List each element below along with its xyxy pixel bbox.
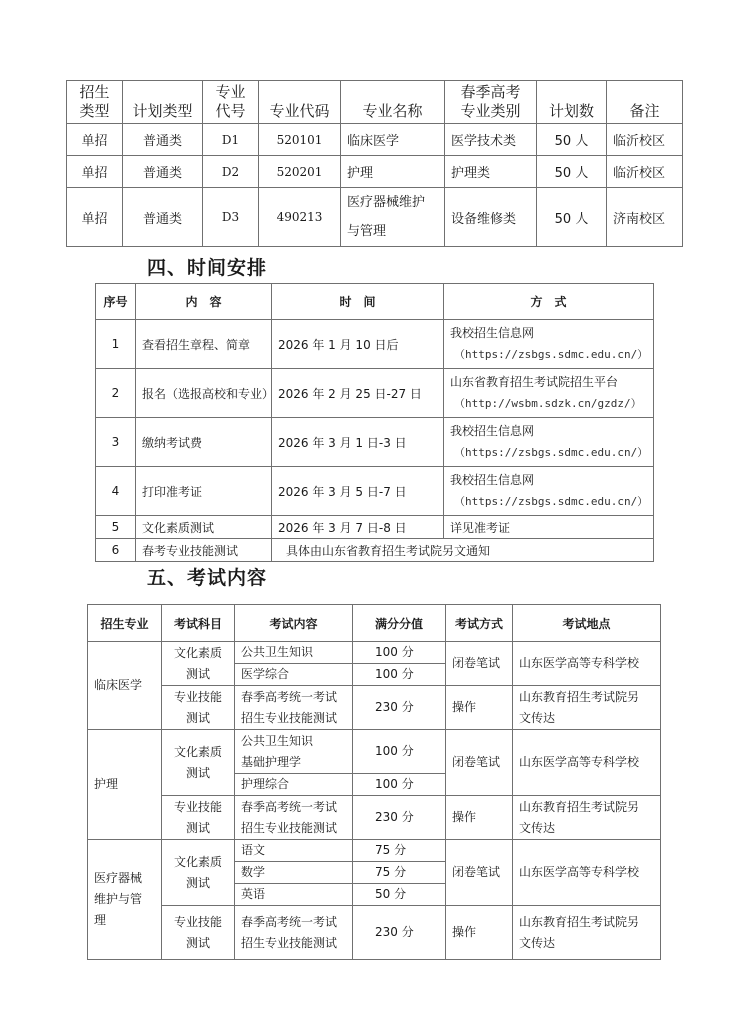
cell-score: 100 分 xyxy=(353,774,446,796)
cell-content: 英语 xyxy=(235,884,353,906)
cell-type: 单招 xyxy=(67,124,123,156)
enrollment-plan-table xyxy=(66,80,683,247)
table-row xyxy=(96,539,654,562)
cell-major-name: 护理 xyxy=(341,156,445,188)
cell-subject: 文化素质 测试 xyxy=(162,642,235,686)
table-row xyxy=(88,796,661,840)
header-code-no: 专业 代号 xyxy=(203,81,259,124)
cell-note: 济南校区 xyxy=(607,188,683,247)
cell-method: 我校招生信息网 （https://zsbgs.sdmc.edu.cn/） xyxy=(444,418,654,467)
header-content: 内 容 xyxy=(136,284,272,320)
cell-time: 2026 年 1 月 10 日后 xyxy=(272,320,444,369)
table-row xyxy=(88,642,661,664)
cell-count: 50 人 xyxy=(537,188,607,247)
header-subject: 考试科目 xyxy=(162,605,235,642)
cell-no: 5 xyxy=(96,516,136,539)
cell-location: 山东医学高等专科学校 xyxy=(513,730,661,796)
cell-content: 春季高考统一考试 招生专业技能测试 xyxy=(235,686,353,730)
cell-major: 医疗器械 维护与管 理 xyxy=(88,840,162,960)
cell-method: 操作 xyxy=(446,796,513,840)
cell-content: 报名（选报高校和专业） xyxy=(136,369,272,418)
cell-major-code: 490213 xyxy=(259,188,341,247)
cell-merged-note: 具体由山东省教育招生考试院另文通知 xyxy=(272,539,654,562)
cell-code-no: D3 xyxy=(203,188,259,247)
cell-method: 详见准考证 xyxy=(444,516,654,539)
header-count: 计划数 xyxy=(537,81,607,124)
cell-time: 2026 年 2 月 25 日-27 日 xyxy=(272,369,444,418)
section-title-schedule: 四、时间安排 xyxy=(147,257,268,279)
header-major-code: 专业代码 xyxy=(259,81,341,124)
cell-score: 100 分 xyxy=(353,642,446,664)
table-row xyxy=(88,686,661,730)
table-row xyxy=(88,840,661,862)
cell-subject: 文化素质 测试 xyxy=(162,730,235,796)
table-row xyxy=(96,369,654,418)
cell-method: 闭卷笔试 xyxy=(446,840,513,906)
cell-code-no: D1 xyxy=(203,124,259,156)
cell-content: 护理综合 xyxy=(235,774,353,796)
table-row xyxy=(67,124,683,156)
cell-location: 山东教育招生考试院另 文传达 xyxy=(513,686,661,730)
cell-method: 闭卷笔试 xyxy=(446,642,513,686)
table-row xyxy=(88,730,661,774)
cell-note: 临沂校区 xyxy=(607,156,683,188)
table-row xyxy=(96,516,654,539)
cell-content: 查看招生章程、简章 xyxy=(136,320,272,369)
header-major: 招生专业 xyxy=(88,605,162,642)
table-row xyxy=(67,188,683,247)
cell-major-name: 临床医学 xyxy=(341,124,445,156)
cell-major-code: 520101 xyxy=(259,124,341,156)
cell-score: 230 分 xyxy=(353,796,446,840)
header-method: 方 式 xyxy=(444,284,654,320)
cell-plan-type: 普通类 xyxy=(123,156,203,188)
url-link[interactable]: （https://zsbgs.sdmc.edu.cn/） xyxy=(454,348,649,361)
cell-score: 75 分 xyxy=(353,862,446,884)
cell-count: 50 人 xyxy=(537,156,607,188)
cell-type: 单招 xyxy=(67,156,123,188)
cell-content: 医学综合 xyxy=(235,664,353,686)
cell-category: 设备维修类 xyxy=(445,188,537,247)
header-content: 考试内容 xyxy=(235,605,353,642)
table-row xyxy=(96,320,654,369)
header-score: 满分分值 xyxy=(353,605,446,642)
header-category: 春季高考 专业类别 xyxy=(445,81,537,124)
cell-content: 缴纳考试费 xyxy=(136,418,272,467)
cell-plan-type: 普通类 xyxy=(123,124,203,156)
section-title-exam-content: 五、考试内容 xyxy=(147,567,268,589)
table-header-row xyxy=(88,605,661,642)
table-header-row xyxy=(96,284,654,320)
header-method: 考试方式 xyxy=(446,605,513,642)
cell-content: 语文 xyxy=(235,840,353,862)
cell-major: 临床医学 xyxy=(88,642,162,730)
table-row xyxy=(88,906,661,960)
table-header-row xyxy=(67,81,683,124)
cell-category: 医学技术类 xyxy=(445,124,537,156)
cell-method: 操作 xyxy=(446,906,513,960)
header-major-name: 专业名称 xyxy=(341,81,445,124)
header-location: 考试地点 xyxy=(513,605,661,642)
url-link[interactable]: （https://zsbgs.sdmc.edu.cn/） xyxy=(454,446,649,459)
cell-score: 230 分 xyxy=(353,906,446,960)
cell-count: 50 人 xyxy=(537,124,607,156)
table-row xyxy=(96,418,654,467)
header-note: 备注 xyxy=(607,81,683,124)
schedule-table xyxy=(95,283,654,562)
header-plan-type: 计划类型 xyxy=(123,81,203,124)
cell-content: 公共卫生知识 基础护理学 xyxy=(235,730,353,774)
cell-content: 数学 xyxy=(235,862,353,884)
cell-subject: 专业技能 测试 xyxy=(162,906,235,960)
cell-location: 山东医学高等专科学校 xyxy=(513,642,661,686)
cell-no: 2 xyxy=(96,369,136,418)
cell-major: 护理 xyxy=(88,730,162,840)
cell-time: 2026 年 3 月 7 日-8 日 xyxy=(272,516,444,539)
cell-time: 2026 年 3 月 5 日-7 日 xyxy=(272,467,444,516)
cell-plan-type: 普通类 xyxy=(123,188,203,247)
cell-method: 我校招生信息网 （https://zsbgs.sdmc.edu.cn/） xyxy=(444,467,654,516)
cell-score: 230 分 xyxy=(353,686,446,730)
cell-subject: 文化素质 测试 xyxy=(162,840,235,906)
cell-subject: 专业技能 测试 xyxy=(162,796,235,840)
cell-method: 我校招生信息网 （https://zsbgs.sdmc.edu.cn/） xyxy=(444,320,654,369)
header-no: 序号 xyxy=(96,284,136,320)
cell-code-no: D2 xyxy=(203,156,259,188)
cell-no: 6 xyxy=(96,539,136,562)
cell-content: 春季高考统一考试 招生专业技能测试 xyxy=(235,906,353,960)
header-enroll-type: 招生 类型 xyxy=(67,81,123,124)
cell-location: 山东教育招生考试院另 文传达 xyxy=(513,796,661,840)
exam-content-table xyxy=(87,604,661,960)
url-link[interactable]: （https://zsbgs.sdmc.edu.cn/） xyxy=(454,495,649,508)
cell-type: 单招 xyxy=(67,188,123,247)
table-row xyxy=(67,156,683,188)
cell-category: 护理类 xyxy=(445,156,537,188)
cell-score: 100 分 xyxy=(353,664,446,686)
cell-content: 打印准考证 xyxy=(136,467,272,516)
cell-content: 文化素质测试 xyxy=(136,516,272,539)
cell-subject: 专业技能 测试 xyxy=(162,686,235,730)
cell-content: 公共卫生知识 xyxy=(235,642,353,664)
cell-content: 春考专业技能测试 xyxy=(136,539,272,562)
cell-method: 山东省教育招生考试院招生平台 （http://wsbm.sdzk.cn/gzdz/） xyxy=(444,369,654,418)
cell-time: 2026 年 3 月 1 日-3 日 xyxy=(272,418,444,467)
cell-major-code: 520201 xyxy=(259,156,341,188)
cell-no: 1 xyxy=(96,320,136,369)
cell-score: 75 分 xyxy=(353,840,446,862)
table-row xyxy=(96,467,654,516)
cell-content: 春季高考统一考试 招生专业技能测试 xyxy=(235,796,353,840)
header-time: 时 间 xyxy=(272,284,444,320)
cell-method: 闭卷笔试 xyxy=(446,730,513,796)
cell-no: 3 xyxy=(96,418,136,467)
cell-note: 临沂校区 xyxy=(607,124,683,156)
cell-major-name: 医疗器械维护 与管理 xyxy=(341,188,445,247)
url-link[interactable]: （http://wsbm.sdzk.cn/gzdz/） xyxy=(454,397,642,410)
cell-method: 操作 xyxy=(446,686,513,730)
cell-no: 4 xyxy=(96,467,136,516)
cell-score: 50 分 xyxy=(353,884,446,906)
cell-score: 100 分 xyxy=(353,730,446,774)
cell-location: 山东教育招生考试院另 文传达 xyxy=(513,906,661,960)
cell-location: 山东医学高等专科学校 xyxy=(513,840,661,906)
